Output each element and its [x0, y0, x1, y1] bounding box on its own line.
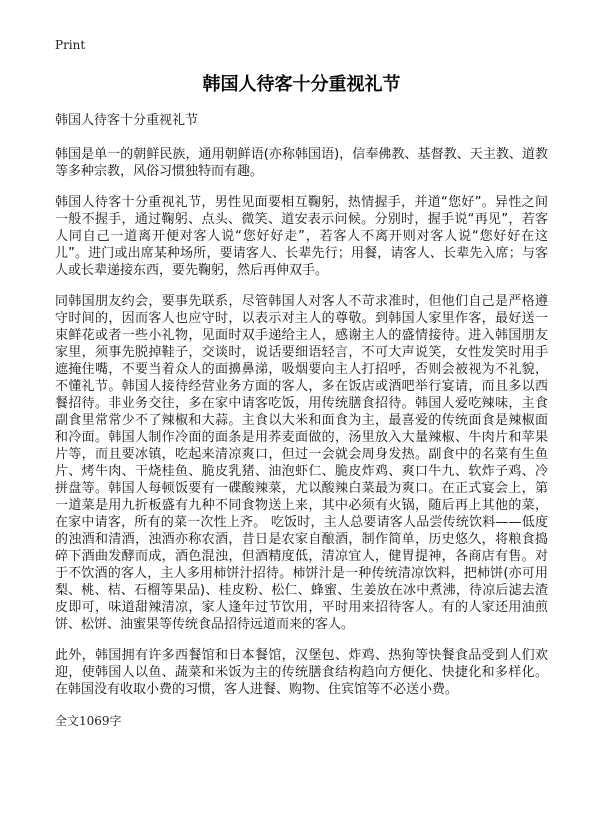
article-paragraph-etiquette: 韩国人待客十分重视礼节，男性见面要相互鞠躬，热情握手，并道“您好”。异性之间一般不握手，通过鞠躬、点头、微笑、道安表示问候。分别时，握手说“再见”，若客人同自己一道离开便对客人说“您好好走”，若客人不离开则对客人说“您好好在这儿”。进门或出席某种场所，要请客人、长辈先行；用餐，请客人、长辈先入席；与客人或长辈递接东西，要先鞠躬，然后再伸双手。: [55, 195, 548, 278]
article-subtitle: 韩国人待客十分重视礼节: [55, 113, 199, 128]
word-count: 全文1069字: [55, 714, 122, 728]
print-link[interactable]: Print: [55, 38, 86, 52]
article-title: 韩国人待客十分重视礼节: [202, 74, 401, 95]
article-paragraph-intro: 韩国是单一的朝鲜民族，通用朝鲜语(亦称韩国语)，信奉佛教、基督教、天主教、道教等多种宗教，风俗习惯独特而有趣。: [55, 147, 548, 179]
article-paragraph-visiting: 同韩国朋友约会，要事先联系，尽管韩国人对客人不苛求准时，但他们自己是严格遵守时间的，因而客人也应守时，以表示对主人的尊敬。到韩国人家里作客，最好送一束鲜花或者一些小礼物，见面时双手递给主人，感谢主人的盛情接待。进入韩国朋友家里，须事先脱掉鞋子，交谈时，说话要细语轻言，不可大声说笑，女性发笑时用手遮掩住嘴，不要当着众人的面擤鼻涕，吸烟要向主人打招呼，否则会被视为不礼貌，不懂礼节。韩国人接待经营业务方面的客人，多在饭店或酒吧举行宴请，而且多以西餐招待。非业务交往，多在家中请客吃饭，用传统膳食招待。韩国人爱吃辣味，主食副食里常常少不了辣椒和大蒜。主食以大米和面食为主，最喜爱的传统面食是辣椒面和冷面。韩国人制作冷面的面条是用荞麦面做的，汤里放入大量辣椒、牛肉片和苹果片等，而且要冰镇，吃起来清凉爽口，但过一会就会周身发热。副食中的名菜有生鱼片、烤牛肉、干烧桂鱼、脆皮乳猪、油泡虾仁、脆皮炸鸡、爽口牛九、软炸子鸡、冷拼盘等。韩国人每顿饭要有一碟酸辣菜，尤以酸辣白菜最为爽口。在正式宴会上，第一道菜是用九折板盛有九种不同食物送上来，其中必须有火锅，随后再上其他的菜，在家中请客，所有的菜一次性上齐。 吃饭时，主人总要请客人品尝传统饮料——低度的浊酒和清酒，浊酒亦称农酒，昔日是农家自酿酒，制作简单，历史悠久，将粮食捣碎下酒曲发酵而成，酒色混浊，但酒精度低，清凉宜人，健胃提神，各商店有售。对于不饮酒的客人，主人多用柿饼汁招待。柿饼汁是一种传统清凉饮料，把柿饼(亦可用梨、桃、桔、石榴等果品)、桂皮粉、松仁、蜂蜜、生姜放在冰中煮沸，待凉后滤去渣皮即可，味道甜辣清凉，家人逢年过节饮用，平时用来招待客人。有的人家还用油煎饼、松饼、油蜜果等传统食品招待远道而来的客人。: [55, 294, 548, 632]
article-paragraph-modern: 此外，韩国拥有许多西餐馆和日本餐馆，汉堡包、炸鸡、热狗等快餐食品受到人们欢迎，使韩国人以鱼、蔬菜和米饭为主的传统膳食结构趋向方便化、快捷化和多样化。在韩国没有收取小费的习惯，客人进餐、购物、住宾馆等不必送小费。: [55, 648, 548, 697]
